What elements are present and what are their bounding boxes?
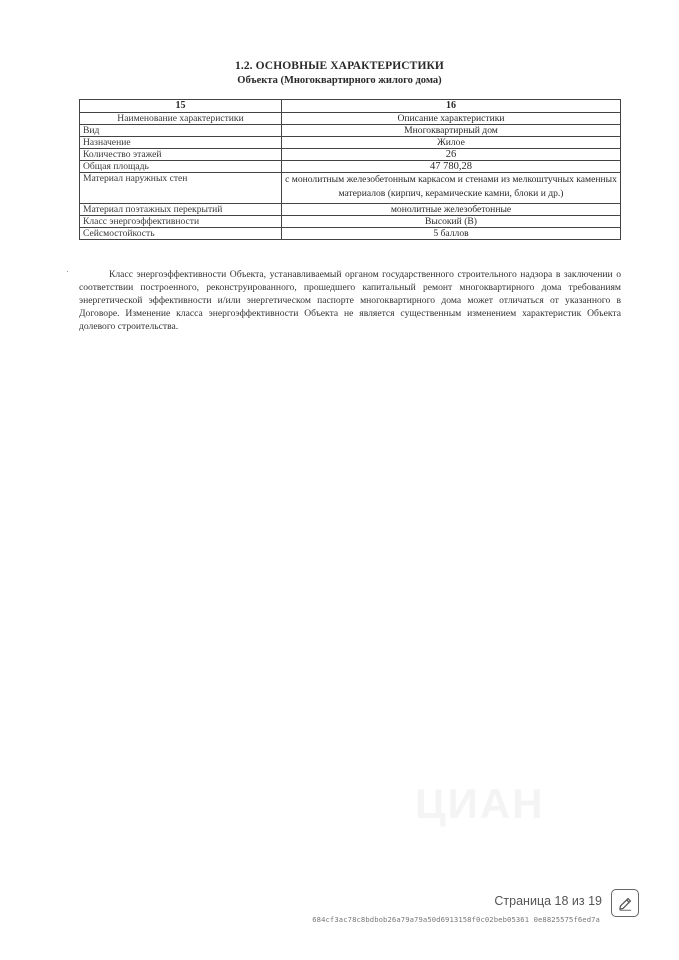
row-value-cell: с монолитным железобетонным каркасом и стенами из мелкоштучных каменных материалов (кирпич, керамические камни, блоки и др.) — [282, 173, 621, 204]
energy-class-paragraph: Класс энергоэффективности Объекта, устанавливаемый органом государственного строительного надзора в заключении о соответствии построенного, реконструированного, прошедшего капитальный ремонт многоквартирного дома требованиям энергетической эффективности и/или энергетическом паспорте многоквартирного дома может отличаться от указанного в Договоре. Изменение класса энергоэффективности Объекта не является существенным изменением характеристик Объекта долевого строительства. — [79, 269, 621, 332]
row-name-cell: Количество этажей — [80, 149, 282, 161]
page-number: Страница 18 из 19 — [494, 894, 602, 908]
document-hash: 684cf3ac78c8bdbob26a79a79a50d6913158f0c02beb05361 0e8825575f6ed7a — [312, 915, 600, 924]
table-row — [80, 137, 621, 149]
row-name-cell: Общая площадь — [80, 161, 282, 173]
row-value-cell: монолитные железобетонные — [282, 204, 621, 216]
row-name-cell: Сейсмостойкость — [80, 228, 282, 240]
row-name-cell: Класс энергоэффективности — [80, 216, 282, 228]
table-row — [80, 173, 621, 204]
row-name-cell: Материал поэтажных перекрытий — [80, 204, 282, 216]
table-row — [80, 161, 621, 173]
row-name-cell: Наименование характеристики — [80, 113, 282, 125]
row-name-cell: Вид — [80, 125, 282, 137]
edit-button[interactable] — [611, 889, 639, 917]
row-value-cell: Жилое — [282, 137, 621, 149]
column-header-15: 15 — [80, 100, 282, 113]
pencil-edit-icon — [617, 895, 634, 912]
table-row — [80, 125, 621, 137]
section-title: 1.2. ОСНОВНЫЕ ХАРАКТЕРИСТИКИ — [235, 60, 444, 72]
characteristics-table — [79, 99, 621, 240]
table-row — [80, 228, 621, 240]
table-row — [80, 216, 621, 228]
watermark: ЦИАН — [415, 780, 545, 827]
section-subtitle: Объекта (Многоквартирного жилого дома) — [237, 75, 442, 86]
row-value-cell: 47 780,28 — [282, 161, 621, 173]
scan-speck — [67, 271, 68, 272]
row-value-cell: Многоквартирный дом — [282, 125, 621, 137]
table-header-row — [80, 100, 621, 113]
row-value-cell: Высокий (В) — [282, 216, 621, 228]
table-row — [80, 204, 621, 216]
row-name-cell: Назначение — [80, 137, 282, 149]
row-value-cell: 26 — [282, 149, 621, 161]
row-name-cell: Материал наружных стен — [80, 173, 282, 204]
table-row — [80, 113, 621, 125]
table-row — [80, 149, 621, 161]
row-value-cell: 5 баллов — [282, 228, 621, 240]
column-header-16: 16 — [282, 100, 621, 113]
row-value-cell: Описание характеристики — [282, 113, 621, 125]
